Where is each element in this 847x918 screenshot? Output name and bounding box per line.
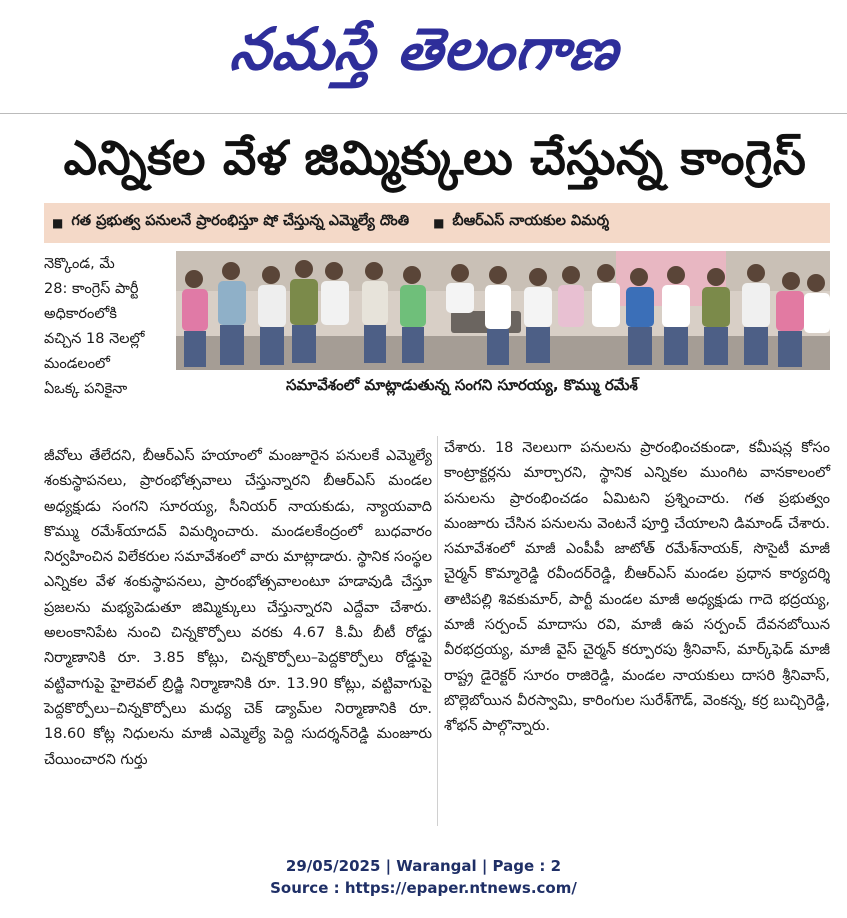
footer-dateline: 29/05/2025 | Warangal | Page : 2 [285, 857, 562, 875]
article-body-left: జీవోలు తేలేదని, బీఆర్ఎస్ హయాంలో మంజూరైన పనులకే ఎమ్మెల్యే శంకుస్థాపనలు, ప్రారంభోత్సవాలు చేస్తున్నారని బీఆర్ఎస్ మండల అధ్యక్షుడు సంగని సూరయ్య, సీనియర్ నాయకుడు, న్యాయవాది కొమ్ము రమేశ్‌యాదవ్ విమర్శించారు. మండలకేంద్రంలో బుధవారం నిర్వహించిన విలేకరుల సమావేశంలో వారు మాట్లాడారు. స్థానిక సంస్థల ఎన్నికల వేళ శంకుస్థాపనలు, ప్రారంభోత్సవాలంటూ హడావుడి చేస్తూ ప్రజలను మభ్యపెడుతూ జిమ్మిక్కులు చేస్తున్నారని ఎద్దేవా చేశారు. అలంకానిపేట నుంచి చిన్నకొర్పోలు వరకు 4.67 కి.మీ బీటీ రోడ్డు నిర్మాణానికి రూ. 3.85 కోట్లు, చిన్నకొర్పోలు–పెద్దకొర్పోలు రోడ్డుపై వట్టివాగుపై హైలెవల్ బ్రిడ్జి నిర్మాణానికి రూ. 13.90 కోట్లు, వట్టివాగుపై పెద్దకొర్పోలు–చిన్నకొర్పోలు మధ్య చెక్ డ్యామ్‌ల నిర్మాణానికి రూ. 18.60 కోట్ల నిధులను మాజీ ఎమ్మెల్యే పెద్ది సుదర్శన్‌రెడ్డి మంజూరు చేయించారని గుర్తు [44, 448, 432, 768]
article-headline: ఎన్నికల వేళ జిమ్మిక్కులు చేస్తున్న కాంగ్రెస్ [63, 131, 807, 186]
article-photo [176, 251, 830, 370]
article-intro [44, 252, 166, 402]
subhead-1: గత ప్రభుత్వ పనులనే ప్రారంభిస్తూ షో చేస్తున్న ఎమ్మెల్యే దొంతి [71, 213, 410, 229]
article-subheads [44, 203, 830, 243]
article-column-left [44, 444, 432, 773]
intro-line: వచ్చిన 18 నెలల్లో [44, 331, 145, 347]
subhead-2: బీఆర్ఎస్ నాయకుల విమర్శ [452, 213, 610, 229]
masthead-divider [0, 113, 847, 114]
footer-source: Source : https://epaper.ntnews.com/ [270, 879, 577, 897]
group-photo-illustration [176, 251, 830, 370]
photo-caption: సమావేశంలో మాట్లాడుతున్న సంగని సూరయ్య, కొమ్ము రమేశ్ [280, 372, 836, 398]
article-body-right: చేశారు. 18 నెలలుగా పనులను ప్రారంభించకుండా, కమీషన్ల కోసం కాంట్రాక్టర్లను మార్చారని, స్థానిక ఎన్నికల ముంగిట వానకాలంలో పనులను ప్రారంభించడం ఏమిటని ప్రశ్నించారు. గత ప్రభుత్వం మంజూరు చేసిన పనులను వెంటనే పూర్తి చేయాలని డిమాండ్ చేశారు. సమావేశంలో మాజీ ఎంపీపీ జాటోత్ రమేశ్‌నాయక్, సొసైటీ మాజీ చైర్మన్ కొమ్మారెడ్డి రవీందర్‌రెడ్డి, బీఆర్ఎస్ మండల ప్రధాన కార్యదర్శి తాటిపల్లి శివకుమార్, పార్టీ మండల మాజీ అధ్యక్షుడు గాదె భద్రయ్య, మాజీ సర్పంచ్ మాదాసు రవి, మాజీ ఉప సర్పంచ్ దేవనబోయిన వీరభద్రయ్య, మాజీ వైస్ చైర్మన్ కర్పూరపు శ్రీనివాస్, మార్క్‌ఫెడ్ మాజీ రాష్ట్ర డైరెక్టర్ సూరం రాజిరెడ్డి, మండల నాయకులు దాసరి శ్రీనివాస్, బొల్లెబోయిన వీరస్వామి, కారింగుల సురేశ్‌గౌడ్, వెంకన్న, కర్ర బుచ్చిరెడ్డి, శోభన్ పాల్గొన్నారు. [444, 440, 830, 735]
masthead [0, 0, 847, 112]
bullet-icon: ■ [52, 216, 64, 230]
intro-line: ఏఒక్క పనికైనా [44, 381, 128, 397]
column-divider [437, 436, 438, 826]
intro-line: నెక్కొండ, మే [44, 256, 115, 272]
intro-line: అధికారంలోకి [44, 306, 117, 322]
bullet-icon: ■ [433, 216, 445, 230]
intro-line: మండలంలో [44, 356, 110, 372]
article-column-right [444, 436, 830, 740]
newspaper-logo: నమస్తే తెలంగాణ [226, 14, 622, 83]
intro-line: 28: కాంగ్రెస్ పార్టీ [44, 281, 139, 297]
